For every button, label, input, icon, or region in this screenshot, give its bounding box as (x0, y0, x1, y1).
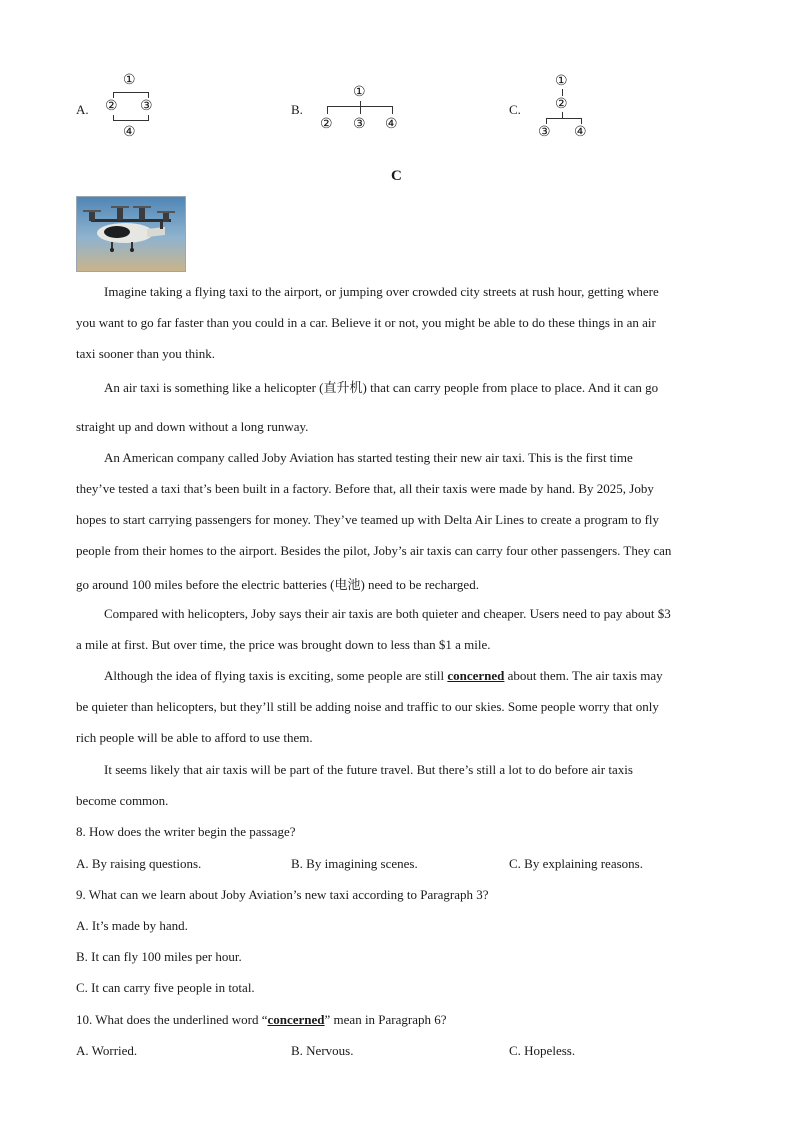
question-8-stem: 8. How does the writer begin the passage? (76, 824, 296, 839)
question-8-option-a[interactable]: A. By raising questions. (76, 856, 202, 871)
node-3: ③ (140, 99, 153, 114)
paragraph-3-line-4: people from their homes to the airport. Besides the pilot, Joby’s air taxis can carry four other passengers. They can (76, 543, 672, 558)
question-9-stem: 9. What can we learn about Joby Aviation’s new taxi according to Paragraph 3? (76, 887, 489, 902)
question-8-option-c[interactable]: C. By explaining reasons. (509, 856, 643, 871)
question-9-option-c[interactable]: C. It can carry five people in total. (76, 980, 255, 995)
node-1: ① (555, 74, 568, 89)
node-1: ① (123, 73, 136, 88)
paragraph-3-line-3: hopes to start carrying passengers for money. They’ve teamed up with Delta Air Lines to create a program to fly (76, 512, 660, 527)
paragraph-4-line-1: Compared with helicopters, Joby says their air taxis are both quieter and cheaper. Users need to pay about $3 (104, 606, 671, 621)
paragraph-6-line-2: become common. (76, 793, 169, 808)
option-a-label: A. (76, 102, 89, 117)
paragraph-4-line-2: a mile at first. But over time, the price was brought down to less than $1 a mile. (76, 637, 491, 652)
paragraph-2-line-1: An air taxi is something like a helicopter (直升机) that can carry people from place to place. And it can go (104, 380, 659, 395)
question-10-stem: 10. What does the underlined word “concerned” mean in Paragraph 6? (76, 1012, 447, 1027)
question-8-option-b[interactable]: B. By imagining scenes. (291, 856, 418, 871)
node-1: ① (353, 85, 366, 100)
option-c-label: C. (509, 102, 521, 117)
paragraph-5-line-2: be quieter than helicopters, but they’ll still be adding noise and traffic to our skies. Some people worry that only (76, 699, 659, 714)
node-2: ② (320, 117, 333, 132)
paragraph-1-line-1: Imagine taking a flying taxi to the airport, or jumping over crowded city streets at rush hour, getting where (104, 284, 659, 299)
question-10-option-b[interactable]: B. Nervous. (291, 1043, 354, 1058)
option-b-label: B. (291, 102, 303, 117)
paragraph-3-line-2: they’ve tested a taxi that’s been built in a factory. Before that, all their taxis were made by hand. By 2025, Joby (76, 481, 654, 496)
question-9-option-a[interactable]: A. It’s made by hand. (76, 918, 188, 933)
paragraph-5-line-3: rich people will be able to afford to use them. (76, 730, 313, 745)
paragraph-6-line-1: It seems likely that air taxis will be part of the future travel. But there’s still a lot to do before air taxis (104, 762, 633, 777)
question-9-option-b[interactable]: B. It can fly 100 miles per hour. (76, 949, 242, 964)
paragraph-2-line-2: straight up and down without a long runway. (76, 419, 309, 434)
node-3: ③ (353, 117, 366, 132)
node-2: ② (555, 97, 568, 112)
paragraph-5-line-1: Although the idea of flying taxis is exciting, some people are still concerned about them. The air taxis may (104, 668, 663, 683)
node-4: ④ (123, 125, 136, 140)
node-3: ③ (538, 125, 551, 140)
question-10-option-a[interactable]: A. Worried. (76, 1043, 138, 1058)
section-title: C (391, 168, 402, 184)
node-4: ④ (574, 125, 587, 140)
paragraph-3-line-1: An American company called Joby Aviation has started testing their new air taxi. This is the first time (104, 450, 633, 465)
question-10-option-c[interactable]: C. Hopeless. (509, 1043, 576, 1058)
paragraph-1-line-2: you want to go far faster than you could in a car. Believe it or not, you might be able to do these things in an air (76, 315, 656, 330)
node-4: ④ (385, 117, 398, 132)
underlined-word: concerned (267, 1012, 325, 1027)
underlined-word: concerned (447, 668, 505, 683)
paragraph-3-line-5: go around 100 miles before the electric batteries (电池) need to be recharged. (76, 577, 479, 592)
paragraph-1-line-3: taxi sooner than you think. (76, 346, 216, 361)
air-taxi-image (76, 196, 186, 272)
node-2: ② (105, 99, 118, 114)
